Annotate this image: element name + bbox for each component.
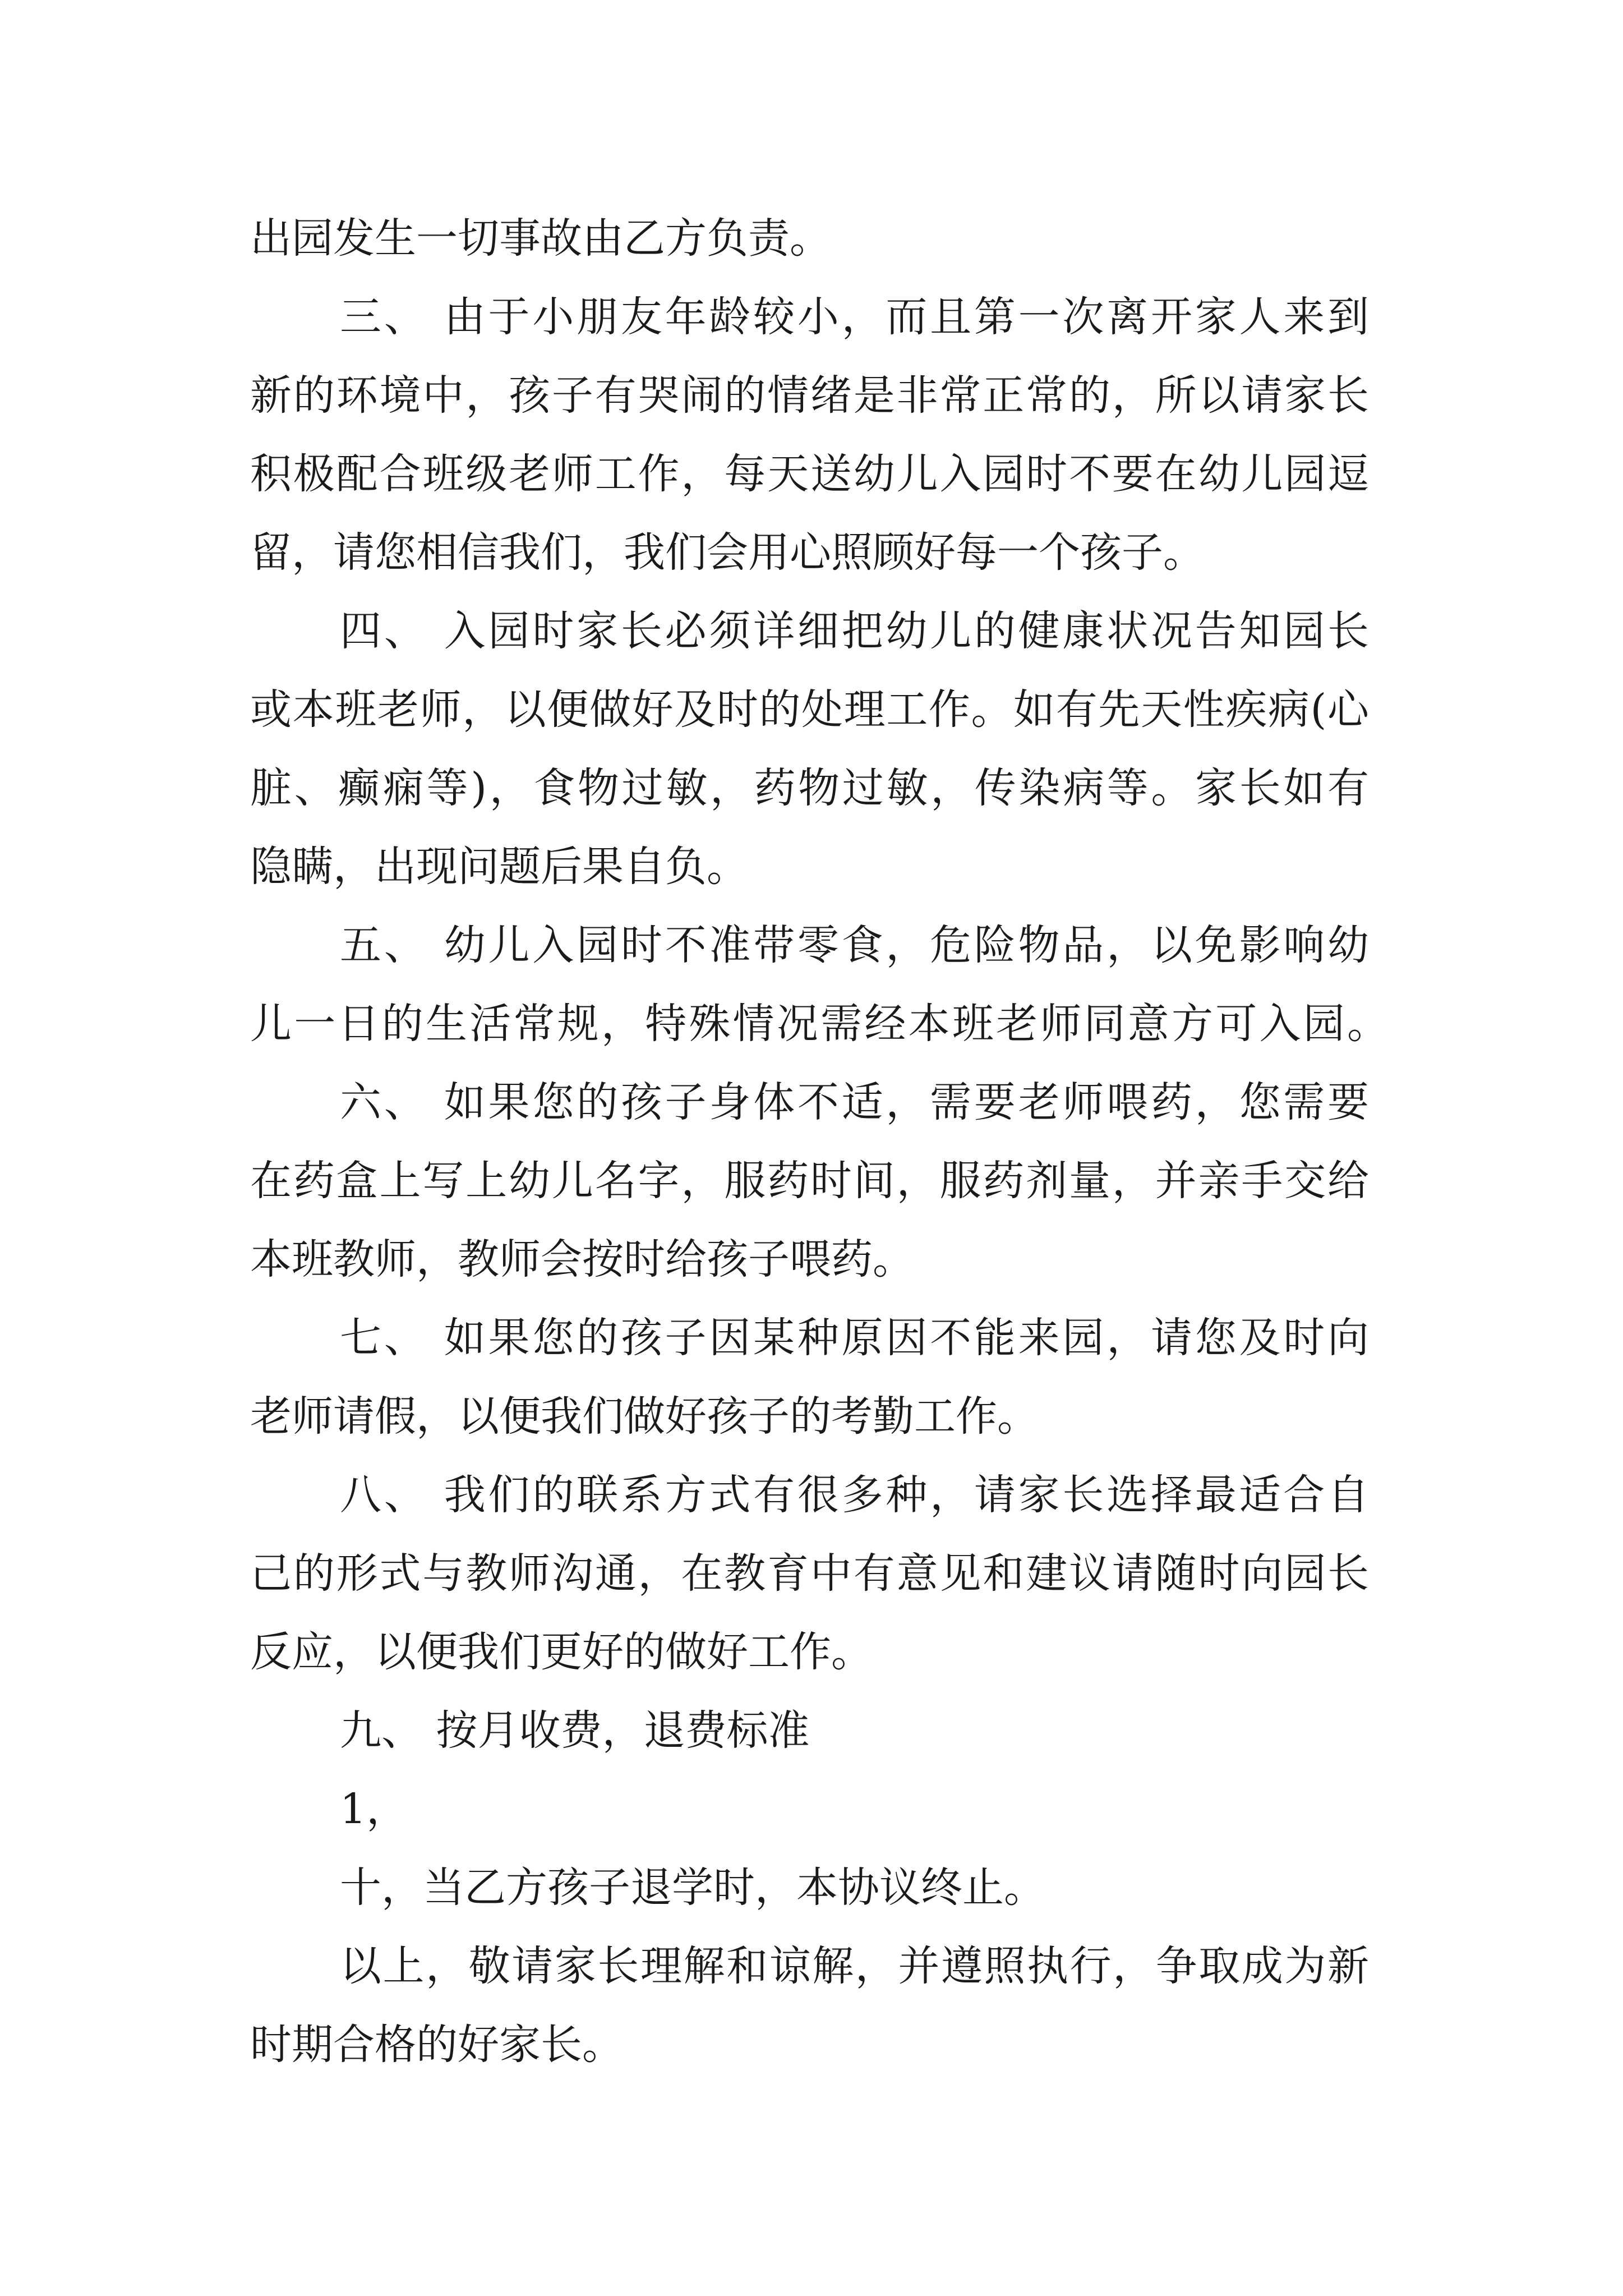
text-line: 1， [340,1785,408,1833]
text-line: 新的环境中，孩子有哭闹的情绪是非常正常的，所以请家长 [250,371,1369,420]
text-line: 七、 如果您的孩子因某种原因不能来园，请您及时向 [340,1314,1369,1362]
text-line: 积极配合班级老师工作，每天送幼儿入园时不要在幼儿园逗 [250,450,1369,498]
text-line: 十，当乙方孩子退学时，本协议终止。 [340,1864,1045,1912]
text-line: 在药盒上写上幼儿名字，服药时间，服药剂量，并亲手交给 [250,1157,1369,1205]
text-line: 六、 如果您的孩子身体不适，需要老师喂药，您需要 [340,1078,1369,1126]
text-line: 脏、癫痫等)，食物过敏，药物过敏，传染病等。家长如有 [250,764,1369,812]
text-line: 老师请假，以便我们做好孩子的考勤工作。 [250,1392,1039,1441]
text-line: 或本班老师，以便做好及时的处理工作。如有先天性疾病(心 [250,685,1369,734]
text-line: 留，请您相信我们，我们会用心照顾好每一个孩子。 [250,528,1205,577]
text-line: 三、 由于小朋友年龄较小，而且第一次离开家人来到 [340,293,1369,341]
text-line: 出园发生一切事故由乙方负责。 [250,214,831,263]
text-line: 八、 我们的联系方式有很多种，请家长选择最适合自 [340,1471,1369,1519]
text-line: 隐瞒，出现问题后果自负。 [250,843,748,891]
text-line: 时期合格的好家长。 [250,2021,624,2069]
text-line: 以上，敬请家长理解和谅解，并遵照执行，争取成为新 [340,1942,1369,1990]
text-line: 儿一日的生活常规，特殊情况需经本班老师同意方可入园。 [250,1000,1389,1048]
text-line: 己的形式与教师沟通，在教育中有意见和建议请随时向园长 [250,1549,1369,1598]
text-line: 四、 入园时家长必须详细把幼儿的健康状况告知园长 [340,607,1369,655]
text-line: 九、 按月收费，退费标准 [340,1706,810,1755]
text-line: 本班教师，教师会按时给孩子喂药。 [250,1235,914,1283]
text-line: 反应，以便我们更好的做好工作。 [250,1628,873,1676]
text-line: 五、 幼儿入园时不准带零食，危险物品，以免影响幼 [340,921,1369,969]
